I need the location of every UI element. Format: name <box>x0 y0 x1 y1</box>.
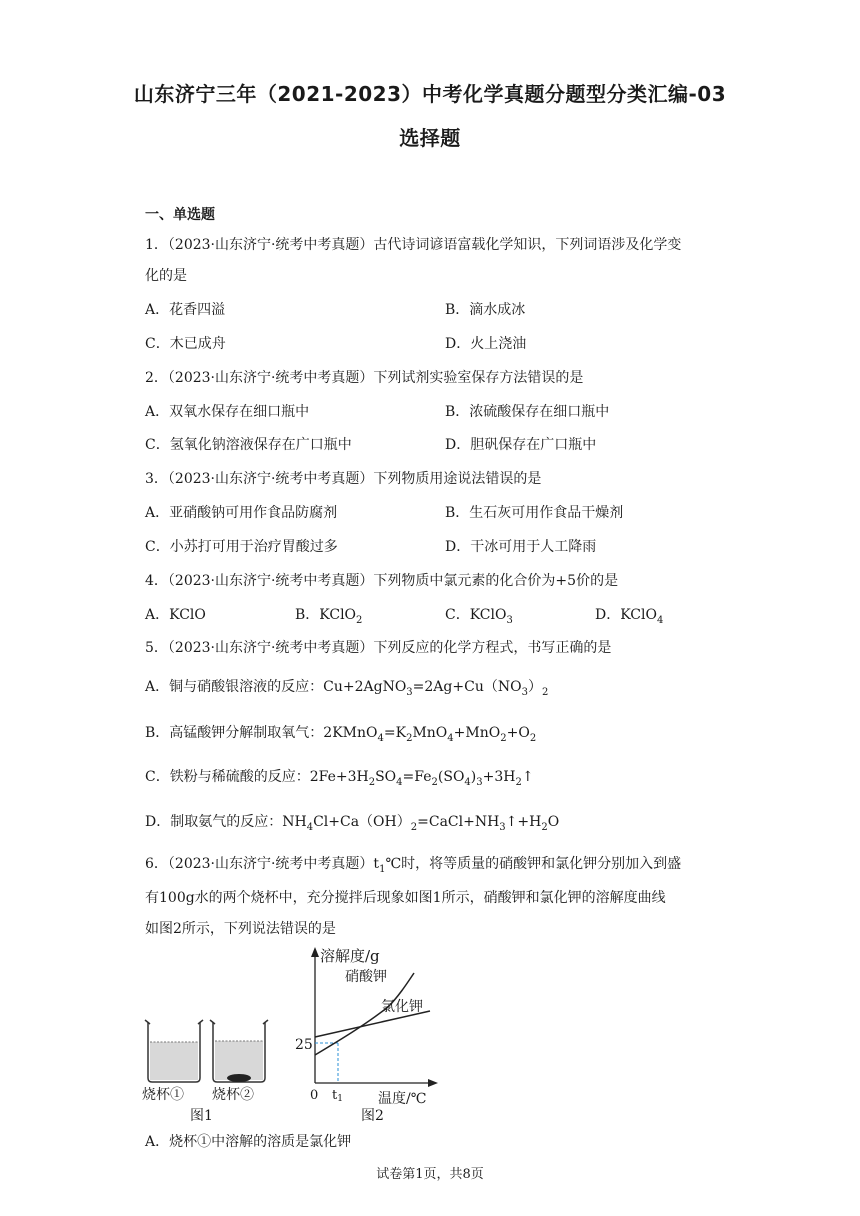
q6-option-a: A．烧杯①中溶解的溶质是氯化钾 <box>145 1134 352 1150</box>
q5-stem: 5．（2023·山东济宁·统考中考真题）下列反应的化学方程式，书写正确的是 <box>145 640 612 656</box>
q2-option-a: A．双氧水保存在细口瓶中 <box>145 404 310 420</box>
q4-option-b: B．KClO$_2$ <box>295 607 363 626</box>
q5-option-c: C．铁粉与稀硫酸的反应：$2Fe+3H_2SO_4=Fe_2(SO_4)_3+3H_2↑$ <box>145 769 534 788</box>
q6-stem-line1: 6．（2023·山东济宁·统考中考真题）$t_1℃$时，将等质量的硝酸钾和氯化钾分别加入到盛 <box>145 856 682 875</box>
chart-x-label: 温度/℃ <box>378 1091 427 1107</box>
q1-option-d: D．火上浇油 <box>445 336 527 352</box>
figure-2-caption: 图2 <box>361 1108 384 1124</box>
page-footer: 试卷第1页，共8页 <box>376 1167 484 1182</box>
q2-option-c: C．氢氧化钠溶液保存在广口瓶中 <box>145 437 352 453</box>
origin-label: 0 <box>310 1088 319 1103</box>
q3-option-d: D．干冰可用于人工降雨 <box>445 539 597 555</box>
q1-stem-line2: 化的是 <box>145 268 187 284</box>
q3-stem: 3．（2023·山东济宁·统考中考真题）下列物质用途说法错误的是 <box>145 471 542 487</box>
q1-stem-line1: 1．（2023·山东济宁·统考中考真题）古代诗词谚语富载化学知识，下列词语涉及化学变 <box>145 237 682 253</box>
curve-label-kno3: 硝酸钾 <box>345 969 387 985</box>
q4-option-a: A．KClO <box>145 607 206 623</box>
q2-option-d: D．胆矾保存在广口瓶中 <box>445 437 597 453</box>
chart-y-label: 溶解度/g <box>320 947 380 965</box>
beaker-2-label: 烧杯② <box>212 1087 254 1103</box>
q5-option-a: A．铜与硝酸银溶液的反应：$Cu+2AgNO_3=2Ag+Cu(NO_3)_2$ <box>145 679 549 698</box>
beaker-2-icon <box>210 1020 268 1082</box>
q2-option-b: B．浓硫酸保存在细口瓶中 <box>445 404 610 420</box>
q6-stem-line3: 如图2所示，下列说法错误的是 <box>145 921 336 937</box>
curve-label-kcl: 氯化钾 <box>381 999 423 1015</box>
q1-option-c: C．木已成舟 <box>145 336 226 352</box>
q5-option-d: D．制取氨气的反应：$NH_4Cl+Ca(OH)_2=CaCl+NH_3↑+H_2O$ <box>145 814 560 833</box>
figure-1-caption: 图1 <box>190 1108 213 1124</box>
q4-option-d: D．KClO$_4$ <box>595 607 664 626</box>
beaker-1-icon <box>145 1020 203 1082</box>
q4-stem: 4．（2023·山东济宁·统考中考真题）下列物质中氯元素的化合价为+5价的是 <box>145 573 619 589</box>
document-title-line2: 选择题 <box>399 126 461 150</box>
y-tick-label: 25 <box>295 1037 313 1053</box>
q2-stem: 2．（2023·山东济宁·统考中考真题）下列试剂实验室保存方法错误的是 <box>145 370 584 386</box>
section-heading: 一、单选题 <box>145 207 215 223</box>
q5-option-b: B．高锰酸钾分解制取氧气：$2KMnO_4=K_2MnO_4+MnO_2+O_2$ <box>145 725 537 744</box>
q4-option-c: C．KClO$_3$ <box>445 607 513 626</box>
q1-option-b: B．滴水成冰 <box>445 302 526 318</box>
q3-option-c: C．小苏打可用于治疗胃酸过多 <box>145 539 338 555</box>
beaker-1-label: 烧杯① <box>142 1087 184 1103</box>
q1-option-a: A．花香四溢 <box>145 302 226 318</box>
solubility-chart <box>311 947 438 1087</box>
solubility-figure <box>140 945 440 1127</box>
q3-option-a: A．亚硝酸钠可用作食品防腐剂 <box>145 505 338 521</box>
x-tick-label: t1 <box>332 1088 343 1104</box>
q6-stem-line2: 有100g水的两个烧杯中，充分搅拌后现象如图1所示，硝酸钾和氯化钾的溶解度曲线 <box>145 890 666 906</box>
document-title-line1: 山东济宁三年（2021-2023）中考化学真题分题型分类汇编-03 <box>133 82 727 106</box>
q3-option-b: B．生石灰可用作食品干燥剂 <box>445 505 624 521</box>
